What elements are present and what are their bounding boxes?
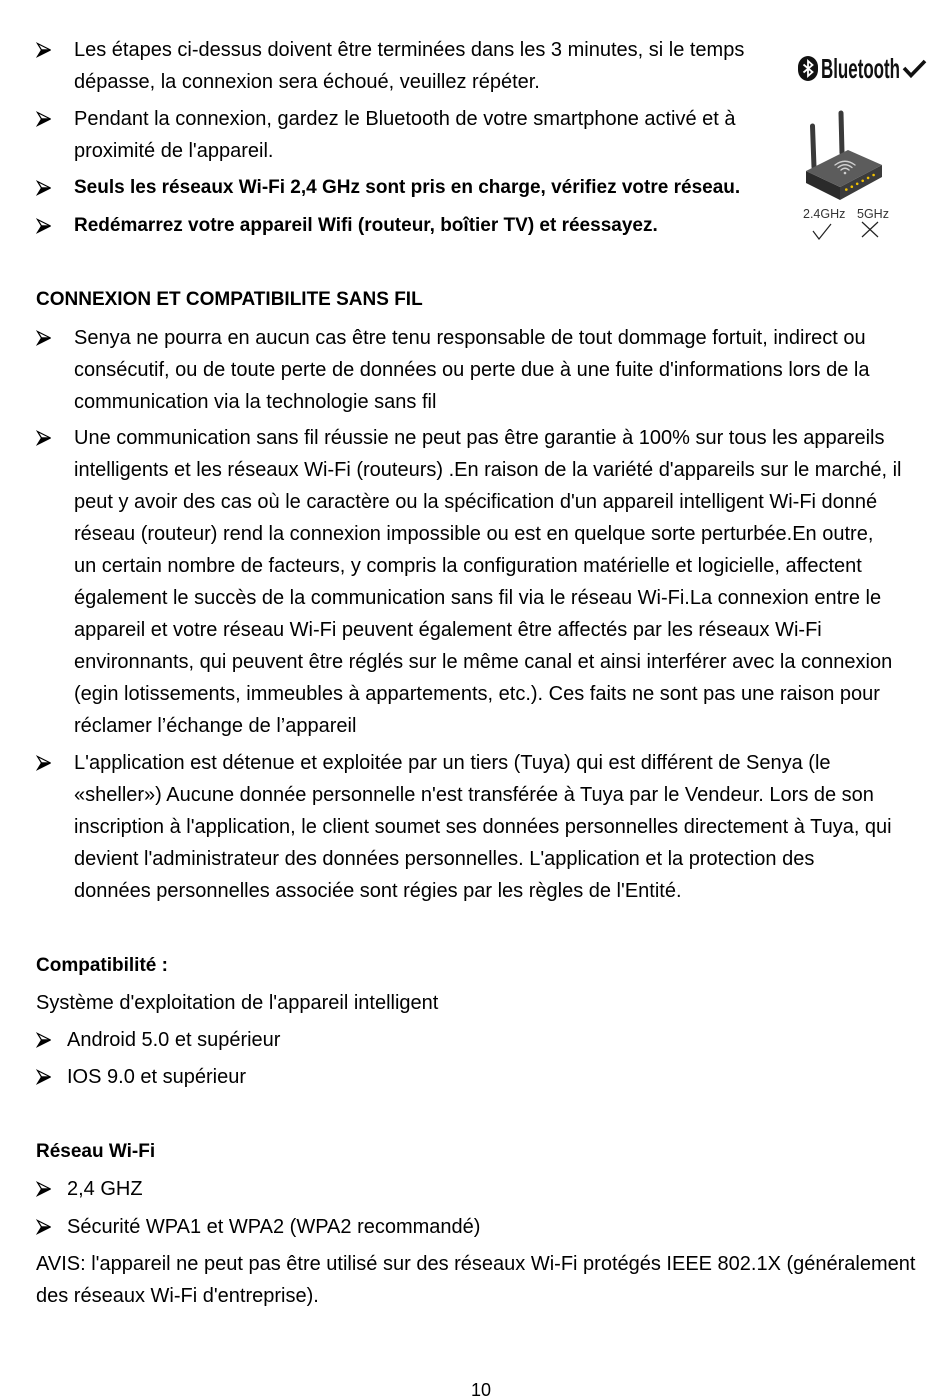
arrow-bullet-icon <box>36 430 52 446</box>
note-item-bold <box>74 172 740 204</box>
os-item <box>67 1024 280 1056</box>
wireless-item <box>74 422 902 742</box>
page-number: 10 <box>470 1380 492 1400</box>
bluetooth-wordmark: Bluetooth <box>821 53 900 84</box>
text-line: Seuls les réseaux Wi-Fi 2,4 GHz sont pris en charge, vérifiez votre réseau. <box>74 177 741 198</box>
wireless-item <box>74 322 869 418</box>
text-line: environnants, qui peuvent être réglés sur le même canal et ainsi interférer avec la connexion <box>74 651 893 673</box>
arrow-bullet-icon <box>36 111 52 127</box>
router-antenna-right <box>841 113 842 153</box>
text-line: Une communication sans fil réussie ne peut pas être garantie à 100% sur tous les appareils <box>74 427 885 449</box>
text-line: un certain nombre de facteurs, y compris la configuration matérielle et logicielle, affectent <box>74 555 862 577</box>
note-item <box>74 103 736 167</box>
arrow-bullet-icon <box>36 755 52 771</box>
text-line: «sheller») Aucune donnée personnelle n'est transférée à Tuya par le Vendeur. Lors de son <box>74 784 874 806</box>
arrow-bullet-icon <box>36 180 52 196</box>
status-led <box>851 185 854 188</box>
status-led <box>867 177 870 180</box>
text-line: Android 5.0 et supérieur <box>67 1029 281 1051</box>
text-line: appareil et votre réseau Wi-Fi peuvent également être affectés par les réseaux Wi-Fi <box>74 619 822 641</box>
text-line: proximité de l'appareil. <box>74 140 274 162</box>
text-line: des réseaux Wi-Fi d'entreprise). <box>36 1285 319 1307</box>
band-5ghz-label: 5GHz <box>857 207 889 221</box>
bluetooth-check-icon <box>904 61 925 76</box>
wireless-item <box>74 747 892 907</box>
notice-paragraph <box>36 1248 915 1312</box>
text-line: Sécurité WPA1 et WPA2 (WPA2 recommandé) <box>67 1216 481 1238</box>
wifi-network-heading: Réseau Wi-Fi <box>36 1141 156 1162</box>
text-line: devient l'administrateur des données personnelles. L'application et la protection des <box>74 848 815 870</box>
text-line: réclamer l’échange de l’appareil <box>74 715 357 737</box>
connection-requirements-illustration <box>790 50 935 245</box>
router-antenna-left <box>813 126 815 167</box>
text-line: intelligents et les réseaux Wi-Fi (routeurs) .En raison de la variété d'appareils sur le marché, il <box>74 459 902 481</box>
note-item <box>74 34 744 98</box>
bluetooth-logo <box>798 53 925 84</box>
band-2-4ghz-label: 2.4GHz <box>803 207 846 221</box>
text-line: Senya ne pourra en aucun cas être tenu responsable de tout dommage fortuit, indirect ou <box>74 327 866 349</box>
text-line: AVIS: l'appareil ne peut pas être utilisé sur des réseaux Wi-Fi protégés IEEE 802.1X (généralement <box>36 1253 916 1275</box>
arrow-bullet-icon <box>36 42 52 58</box>
status-led <box>872 174 875 177</box>
text-line: réseau (routeur) rend la connexion impossible ou est en quelque sorte perturbée.En outre, <box>74 523 874 545</box>
text-line: Pendant la connexion, gardez le Bluetooth de votre smartphone activé et à <box>74 108 736 130</box>
arrow-bullet-icon <box>36 1069 52 1085</box>
compatibility-subheading: Système d'exploitation de l'appareil intelligent <box>36 992 439 1014</box>
section-heading: CONNEXION ET COMPATIBILITE SANS FIL <box>36 289 423 310</box>
arrow-bullet-icon <box>36 1032 52 1048</box>
text-line: Les étapes ci-dessus doivent être terminées dans les 3 minutes, si le temps <box>74 39 745 61</box>
arrow-bullet-icon <box>36 1219 52 1235</box>
text-line: dépasse, la connexion sera échoué, veuillez répéter. <box>74 71 540 93</box>
text-line: inscription à l'application, le client soumet ses données personnelles directement à Tuya, qui <box>74 816 892 838</box>
note-item-bold <box>74 210 658 242</box>
text-line: communication via la technologie sans fil <box>74 391 437 413</box>
arrow-bullet-icon <box>36 1181 52 1197</box>
supported-check-icon <box>813 224 831 239</box>
status-led <box>861 180 864 183</box>
text-line: peut y avoir des cas où le caractère ou la spécification d'un appareil intelligent Wi-Fi donné <box>74 491 878 513</box>
arrow-bullet-icon <box>36 218 52 234</box>
wifi-router-icon <box>806 113 882 200</box>
text-line: (egin lotissements, immeubles à appartements, etc.). Ces faits ne sont pas une raison pour <box>74 683 880 705</box>
text-line: Redémarrez votre appareil Wifi (routeur, boîtier TV) et réessayez. <box>74 215 658 236</box>
text-line: 2,4 GHZ <box>67 1178 143 1200</box>
status-led <box>856 183 859 186</box>
text-line: consécutif, ou de toute perte de données ou perte due à une fuite d'informations lors de la <box>74 359 870 381</box>
os-item <box>67 1061 246 1093</box>
compatibility-heading: Compatibilité : <box>36 955 168 976</box>
unsupported-cross-icon <box>862 222 878 237</box>
arrow-bullet-icon <box>36 330 52 346</box>
text-line: données personnelles associée sont régies par les règles de l'Entité. <box>74 880 682 902</box>
text-line: L'application est détenue et exploitée par un tiers (Tuya) qui est différent de Senya (le <box>74 752 831 774</box>
text-line: IOS 9.0 et supérieur <box>67 1066 246 1088</box>
network-item <box>67 1173 143 1205</box>
text-line: également le succès de la communication sans fil via le réseau Wi-Fi.La connexion entre le <box>74 587 882 609</box>
status-led <box>845 188 848 191</box>
network-item <box>67 1211 480 1243</box>
